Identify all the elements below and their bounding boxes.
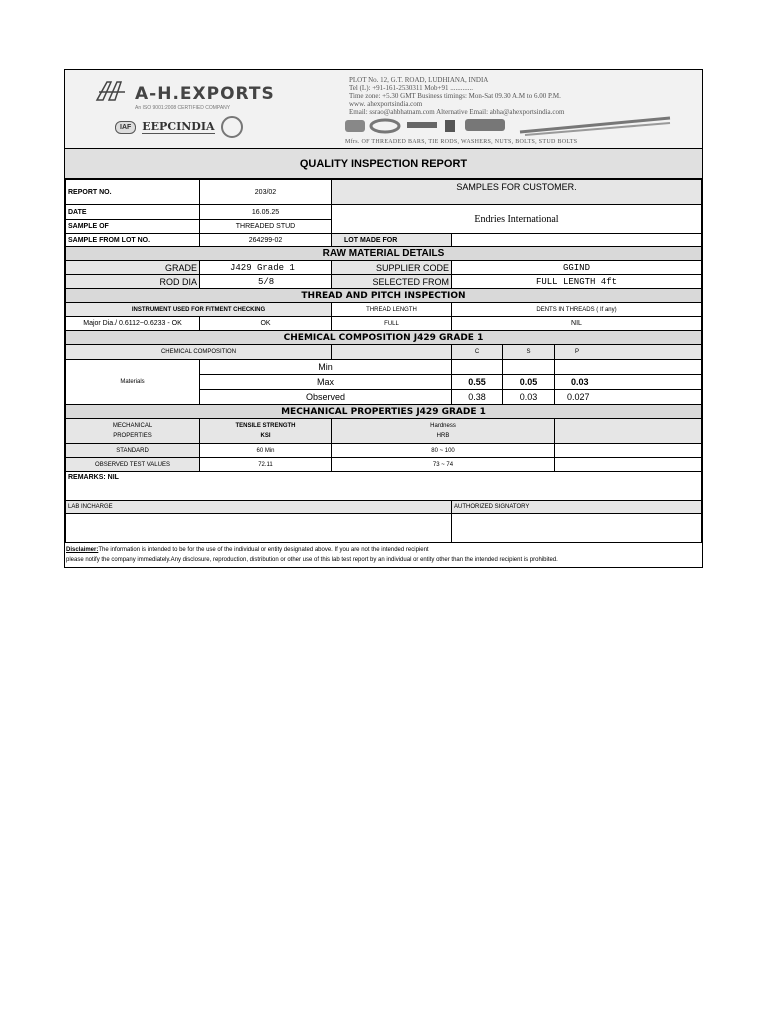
grade-label: GRADE [66,261,200,275]
lot-made-for-value [452,234,702,247]
supplier-code-value: GGIND [452,261,702,275]
mechanical-properties-label [66,419,200,444]
tensile-label-line: KSI [260,433,271,439]
thread-heading: THREAD AND PITCH INSPECTION [66,289,702,303]
lot-made-for-label: LOT MADE FOR [332,234,452,247]
date-label: DATE [66,205,200,220]
remarks: REMARKS: NIL [66,472,702,501]
letterhead-logo-area [65,70,331,148]
empty-cell [555,419,702,444]
lab-incharge-label: LAB INCHARGE [66,501,452,514]
hardness-label-line: HRB [436,433,450,439]
dents-label: DENTS IN THREADS ( If any) [452,303,702,317]
address-line: www. ahexportsindia.com [349,100,423,108]
selected-from-label: SELECTED FROM [332,275,452,289]
disclaimer-label: Disclaimer: [66,547,99,553]
standard-hardness: 80 ~ 100 [332,444,555,458]
certification-text: An ISO 9001:2008 CERTIFIED COMPANY [135,105,231,111]
hardness-label [332,419,555,444]
certification-badges [115,116,243,138]
rod-dia-value: 5/8 [200,275,332,289]
observed-c: 0.38 [452,390,503,405]
raw-material-heading: RAW MATERIAL DETAILS [66,247,702,261]
hardness-label-line: Hardness [430,423,456,429]
max-p: 0.03 [555,375,702,390]
instrument-label: INSTRUMENT USED FOR FITMENT CHECKING [66,303,332,317]
empty-cell [555,458,702,472]
disclaimer-line-2: please notify the company immediately.Any disclosure, reproduction, distribution or other use of this lab test report by an individual or entity other than the intended recipient is prohibited. [66,557,558,563]
fitment-result: OK [200,317,332,331]
mechanical-heading: MECHANICAL PROPERTIES J429 GRADE 1 [66,405,702,419]
tensile-label-line: TENSILE STRENGTH [235,423,296,429]
eepcindia-logo: EEPCINDIA [142,120,215,133]
min-s [503,360,555,375]
address-line: Email: ssrao@ahbhatnam.com Alternative Email: abha@ahexportsindia.com [349,108,565,116]
address-line: Time zone: +5.30 GMT Business timings: Mon-Sat 09.30 A.M to 6.00 P.M. [349,92,561,100]
empty-cell [555,444,702,458]
inspection-report [64,69,703,568]
element-p: P [555,345,702,360]
standard-tensile: 60 Min [200,444,332,458]
min-c [452,360,503,375]
authorized-signature [452,514,702,543]
empty-cell [332,345,452,360]
thread-length-value: FULL [332,317,452,331]
seal-icon [221,116,243,138]
observed-s: 0.03 [503,390,555,405]
properties-label-line: MECHANICAL [112,423,153,429]
disclaimer [65,543,702,567]
min-p [555,360,702,375]
report-no-value: 203/02 [200,180,332,205]
observed-p: 0.027 [555,390,702,405]
sample-of-label: SAMPLE OF [66,220,200,234]
max-c: 0.55 [452,375,503,390]
address-line: Tel (L): +91-161-2530311 Mob+91 ............. [349,84,473,92]
observed-test-label: OBSERVED TEST VALUES [66,458,200,472]
authorized-signatory-label: AUTHORIZED SIGNATORY [452,501,702,514]
element-c: C [452,345,503,360]
report-no-label: REPORT NO. [66,180,200,205]
chemical-heading: CHEMICAL COMPOSITION J429 GRADE 1 [66,331,702,345]
sample-of-value: THREADED STUD [200,220,332,234]
tensile-strength-label [200,419,332,444]
report-title: QUALITY INSPECTION REPORT [65,149,702,179]
observed-tensile: 72.11 [200,458,332,472]
letterhead-contact [331,70,702,148]
company-logo-icon [95,80,127,102]
date-value: 16.05.25 [200,205,332,220]
samples-for-label: SAMPLES FOR CUSTOMER. [332,180,702,205]
report-info-table [65,179,702,543]
selected-from-value: FULL LENGTH 4ft [452,275,702,289]
products-image-icon [345,114,675,136]
major-dia-value: Major Dia./ 0.6112~0.6233 - OK [66,317,200,331]
rod-dia-label: ROD DIA [66,275,200,289]
dents-value: NIL [452,317,702,331]
disclaimer-line-1: The information is intended to be for the use of the individual or entity designated above. If you are not the intended recipient [98,547,429,553]
lab-incharge-signature [66,514,452,543]
grade-value: J429 Grade 1 [200,261,332,275]
max-label: Max [200,375,452,390]
standard-label: STANDARD [66,444,200,458]
company-tagline: Mfrs. OF THREADED BARS, TIE RODS, WASHERS, NUTS, BOLTS, STUD BOLTS [345,139,578,145]
lot-no-label: SAMPLE FROM LOT NO. [66,234,200,247]
element-s: S [503,345,555,360]
observed-label: Observed [200,390,452,405]
customer-name: Endries International [332,205,702,234]
supplier-code-label: SUPPLIER CODE [332,261,452,275]
composition-label: CHEMICAL COMPOSITION [66,345,332,360]
observed-hardness: 73 ~ 74 [332,458,555,472]
address-line: PLOT No. 12, G.T. ROAD, LUDHIANA, INDIA [349,76,489,84]
materials-label: Materials [66,360,200,405]
max-s: 0.05 [503,375,555,390]
iaf-badge: IAF [115,121,136,134]
letterhead [65,70,702,149]
properties-label-line: PROPERTIES [113,433,152,439]
min-label: Min [200,360,452,375]
lot-no-value: 264299-02 [200,234,332,247]
thread-length-label: THREAD LENGTH [332,303,452,317]
company-name: A-H.EXPORTS [135,84,275,104]
